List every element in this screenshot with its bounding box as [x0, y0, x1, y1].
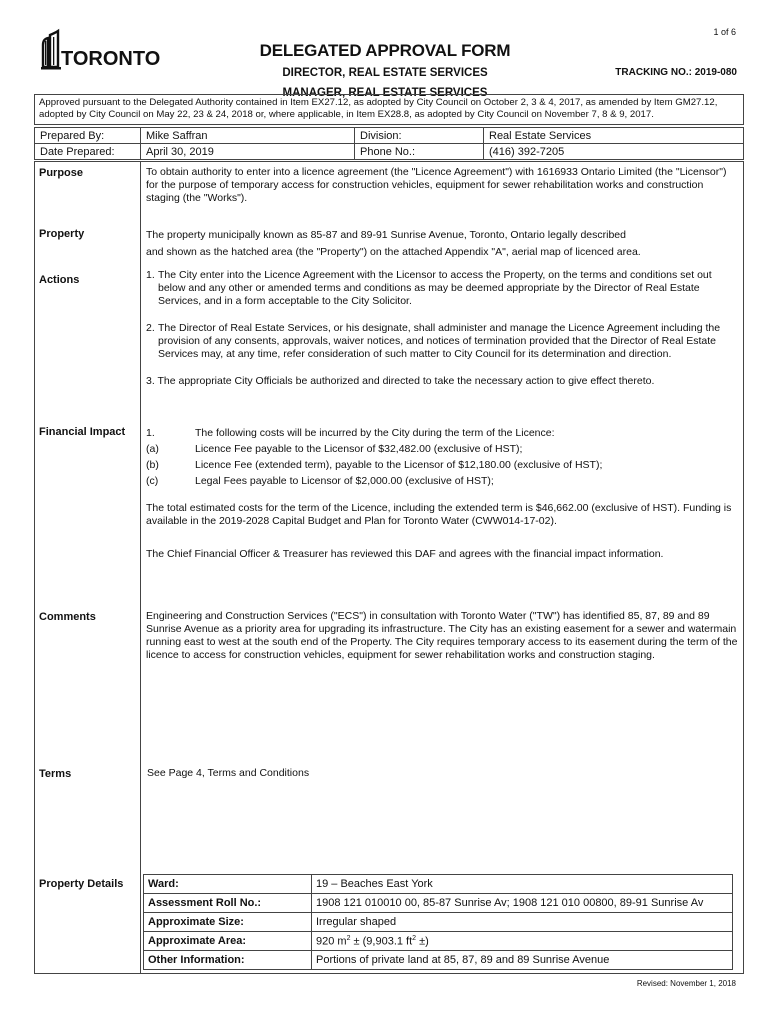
table-row [144, 875, 733, 894]
approximate-area-value [312, 932, 733, 951]
phone-label: Phone No.: [355, 144, 484, 160]
terms-text [147, 767, 741, 780]
financial-item [146, 425, 740, 441]
action-1-number: 1. [146, 269, 155, 281]
page-indicator: 1 of 6 [713, 27, 736, 37]
authority-statement: Approved pursuant to the Delegated Authority contained in Item EX27.12, as adopted by City Council on October 2, 3 & 4, 2017, as amended by Item GM27.12, adopted by City Council on May 22, 23 & 24, 2018 or, where applicable, in Item EX28.8, as adopted by City Council on November 7, 8 & 9, 2017. [34, 94, 744, 125]
phone-value: (416) 392-7205 [484, 144, 744, 160]
table-row [144, 932, 733, 951]
subtitle-line-1: DIRECTOR, REAL ESTATE SERVICES [282, 67, 488, 79]
form-title: DELEGATED APPROVAL FORM [259, 41, 511, 60]
comments-paragraph: Engineering and Construction Services ("ECS") in consultation with Toronto Water ("TW") has identified 85, 87, 89 and 89 Sunrise Avenue as a priority area for upgrading its infrastructure. The City has an existing easement for a sewer and watermain running east to west at the south end of the Property. The City requires temporary access to its easement during the term of the licence to access for construction vehicles, equipment for sewer rehabilitation works and construction staging. [146, 610, 738, 661]
property-line-1: The property municipally known as 85-87 and 89-91 Sunrise Avenue, Toronto, Ontario legally described [146, 229, 626, 241]
financial-impact-label: Financial Impact [39, 426, 126, 438]
logo-text: TORONTO [61, 48, 161, 70]
actions-text [146, 269, 740, 388]
financial-item-text: Licence Fee payable to the Licensor of $32,482.00 (exclusive of HST); [195, 443, 523, 455]
division-label: Division: [355, 128, 484, 144]
assessment-roll-label: Assessment Roll No.: [144, 894, 312, 913]
terms-label: Terms [39, 768, 72, 780]
financial-items [146, 425, 740, 489]
other-information-value: Portions of private land at 85, 87, 89 and 89 Sunrise Avenue [312, 951, 733, 970]
purpose-label: Purpose [39, 167, 84, 179]
approximate-area-label: Approximate Area: [144, 932, 312, 951]
financial-item-text: The following costs will be incurred by the City during the term of the Licence: [195, 427, 555, 439]
financial-item [146, 441, 740, 457]
area-end: ±) [416, 935, 429, 948]
financial-item [146, 473, 740, 489]
form-body [34, 161, 744, 974]
column-divider [140, 162, 141, 973]
financial-item-key: (b) [146, 459, 159, 471]
toronto-logo [40, 27, 172, 73]
financial-item [146, 457, 740, 473]
action-2-number: 2. [146, 322, 155, 334]
table-row [144, 894, 733, 913]
area-imperial: ± (9,903.1 ft [350, 935, 413, 948]
financial-item-key: 1. [146, 427, 155, 439]
assessment-roll-value: 1908 121 010010 00, 85-87 Sunrise Av; 1908 121 010 00800, 89-91 Sunrise Av [312, 894, 733, 913]
date-prepared-label: Date Prepared: [35, 144, 141, 160]
action-1-text: The City enter into the Licence Agreement with the Licensor to access the Property, on the terms and conditions set out below and any other or amended terms and conditions as may be deemed appropriate by the Director of Real Estate Services, and in a form acceptable to the City Solicitor. [158, 269, 712, 307]
ward-value: 19 – Beaches East York [312, 875, 733, 894]
subtitle-line-2: MANAGER, REAL ESTATE SERVICES [282, 87, 488, 99]
prepared-by-value: Mike Saffran [141, 128, 355, 144]
property-details-table [143, 874, 733, 970]
purpose-paragraph: To obtain authority to enter into a licence agreement (the "Licence Agreement") with 1616933 Ontario Limited (the "Licensor") for the purpose of temporary access for construction vehicles, equipment for sewer rehabilitation works and construction staging (the "Works"). [146, 166, 727, 204]
ward-label: Ward: [144, 875, 312, 894]
approximate-size-value: Irregular shaped [312, 913, 733, 932]
property-text [146, 227, 740, 261]
purpose-text [146, 166, 740, 205]
header-table [34, 127, 744, 160]
table-row [144, 913, 733, 932]
financial-item-text: Licence Fee (extended term), payable to the Licensor of $12,180.00 (exclusive of HST); [195, 459, 603, 471]
financial-item-text: Legal Fees payable to Licensor of $2,000.00 (exclusive of HST); [195, 475, 494, 487]
financial-impact-text [146, 425, 740, 561]
comments-label: Comments [39, 611, 96, 623]
date-prepared-value: April 30, 2019 [141, 144, 355, 160]
property-details-label: Property Details [39, 878, 124, 890]
financial-cfo-text: The Chief Financial Officer & Treasurer has reviewed this DAF and agrees with the financial impact information. [146, 548, 664, 560]
other-information-label: Other Information: [144, 951, 312, 970]
action-item-1 [146, 269, 740, 308]
actions-label: Actions [39, 274, 80, 286]
comments-text [146, 610, 740, 662]
financial-item-key: (c) [146, 475, 159, 487]
title-block [200, 41, 570, 101]
prepared-by-label: Prepared By: [35, 128, 141, 144]
approximate-size-label: Approximate Size: [144, 913, 312, 932]
property-line-2: and shown as the hatched area (the "Property") on the attached Appendix "A", aerial map of licenced area. [146, 246, 641, 258]
property-label: Property [39, 228, 85, 240]
city-hall-icon [40, 27, 172, 73]
revised-date: Revised: November 1, 2018 [636, 979, 736, 988]
tracking-number: TRACKING NO.: 2019-080 [615, 67, 737, 78]
area-metric-sup: 2 [346, 934, 351, 942]
area-metric: 920 m [316, 935, 347, 948]
action-item-3: 3. The appropriate City Officials be authorized and directed to take the necessary action to give effect thereto. [146, 375, 655, 387]
terms-paragraph: See Page 4, Terms and Conditions [147, 767, 310, 779]
financial-total-text: The total estimated costs for the term of the Licence, including the extended term is $46,662.00 (exclusive of HST). Funding is available in the 2019-2028 Capital Budget and Plan for Toronto Water (CWW014-17-02). [146, 502, 732, 527]
division-value: Real Estate Services [484, 128, 744, 144]
action-item-2 [146, 322, 740, 361]
area-imperial-sup: 2 [412, 934, 417, 942]
financial-item-key: (a) [146, 443, 159, 455]
action-2-text: The Director of Real Estate Services, or his designate, shall administer and manage the Licence Agreement including the provision of any consents, approvals, waiver notices, and notices of termination provided that the Director of Real Estate Services may, at any time, refer consideration of such matter to City Council for its determination and direction. [158, 322, 721, 360]
table-row [144, 951, 733, 970]
